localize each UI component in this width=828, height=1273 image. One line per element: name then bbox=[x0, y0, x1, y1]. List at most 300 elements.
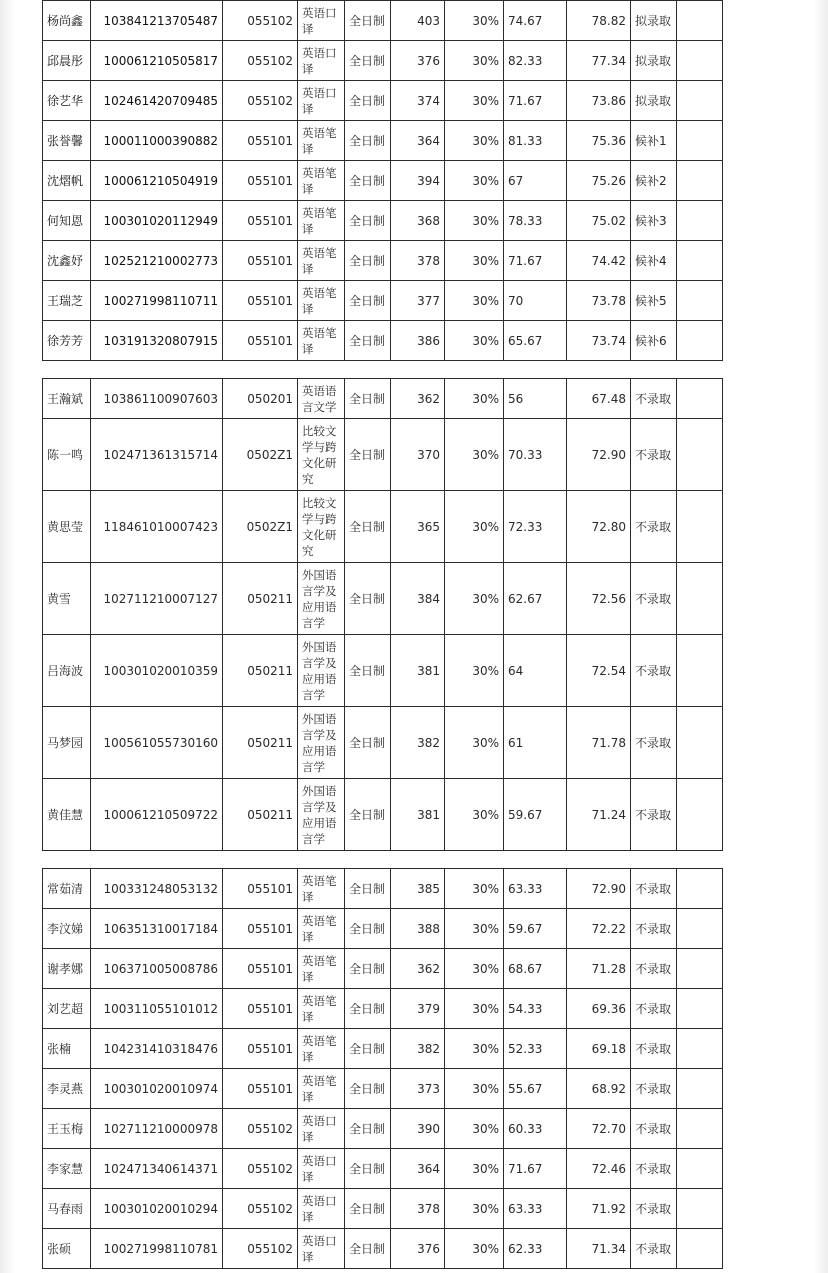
table-row bbox=[43, 491, 723, 563]
weight-percent-cell: 30% bbox=[445, 121, 504, 161]
major-name-cell: 外国语言学及应用语言学 bbox=[298, 779, 345, 851]
major-code-cell: 055101 bbox=[223, 1029, 298, 1069]
total-score-cell: 75.02 bbox=[567, 201, 631, 241]
weight-percent-cell: 30% bbox=[445, 635, 504, 707]
exam-id-cell: 100301020010359 bbox=[91, 635, 223, 707]
major-name-cell: 英语笔译 bbox=[298, 281, 345, 321]
major-code-cell: 055101 bbox=[223, 989, 298, 1029]
major-name-cell: 英语笔译 bbox=[298, 1029, 345, 1069]
major-name-cell: 英语笔译 bbox=[298, 1069, 345, 1109]
major-name-cell: 英语口译 bbox=[298, 1189, 345, 1229]
admission-result-cell: 候补5 bbox=[631, 281, 677, 321]
major-name-cell: 英语口译 bbox=[298, 1109, 345, 1149]
student-name-cell: 王瀚斌 bbox=[43, 379, 91, 419]
weight-percent-cell: 30% bbox=[445, 1029, 504, 1069]
admission-result-cell: 候补2 bbox=[631, 161, 677, 201]
table-row bbox=[43, 1029, 723, 1069]
major-code-cell: 050211 bbox=[223, 563, 298, 635]
weight-percent-cell: 30% bbox=[445, 1069, 504, 1109]
table-row bbox=[43, 1, 723, 41]
student-name-cell: 张誉馨 bbox=[43, 121, 91, 161]
interview-score-cell: 67 bbox=[504, 161, 567, 201]
student-name-cell: 谢孝娜 bbox=[43, 949, 91, 989]
initial-score-cell: 390 bbox=[391, 1109, 445, 1149]
interview-score-cell: 81.33 bbox=[504, 121, 567, 161]
weight-percent-cell: 30% bbox=[445, 1229, 504, 1269]
student-name-cell: 吕海波 bbox=[43, 635, 91, 707]
interview-score-cell: 68.67 bbox=[504, 949, 567, 989]
major-name-cell: 英语口译 bbox=[298, 1229, 345, 1269]
study-mode-cell: 全日制 bbox=[345, 909, 391, 949]
interview-score-cell: 71.67 bbox=[504, 81, 567, 121]
table-row bbox=[43, 989, 723, 1029]
admission-result-cell: 不录取 bbox=[631, 1149, 677, 1189]
major-code-cell: 055101 bbox=[223, 281, 298, 321]
table-row bbox=[43, 281, 723, 321]
table-row bbox=[43, 81, 723, 121]
major-code-cell: 055101 bbox=[223, 909, 298, 949]
major-name-cell: 英语笔译 bbox=[298, 869, 345, 909]
study-mode-cell: 全日制 bbox=[345, 1029, 391, 1069]
major-name-cell: 英语笔译 bbox=[298, 241, 345, 281]
initial-score-cell: 376 bbox=[391, 41, 445, 81]
total-score-cell: 72.46 bbox=[567, 1149, 631, 1189]
major-code-cell: 055102 bbox=[223, 41, 298, 81]
remark-cell bbox=[677, 563, 723, 635]
exam-id-cell: 102711210000978 bbox=[91, 1109, 223, 1149]
remark-cell bbox=[677, 321, 723, 361]
study-mode-cell: 全日制 bbox=[345, 1109, 391, 1149]
table-body bbox=[43, 869, 723, 1269]
weight-percent-cell: 30% bbox=[445, 563, 504, 635]
interview-score-cell: 74.67 bbox=[504, 1, 567, 41]
weight-percent-cell: 30% bbox=[445, 321, 504, 361]
admission-result-cell: 不录取 bbox=[631, 707, 677, 779]
study-mode-cell: 全日制 bbox=[345, 869, 391, 909]
admission-table-2 bbox=[42, 378, 723, 851]
remark-cell bbox=[677, 989, 723, 1029]
exam-id-cell: 106371005008786 bbox=[91, 949, 223, 989]
initial-score-cell: 382 bbox=[391, 707, 445, 779]
total-score-cell: 72.90 bbox=[567, 869, 631, 909]
total-score-cell: 77.34 bbox=[567, 41, 631, 81]
initial-score-cell: 378 bbox=[391, 241, 445, 281]
major-name-cell: 英语口译 bbox=[298, 1, 345, 41]
major-name-cell: 外国语言学及应用语言学 bbox=[298, 707, 345, 779]
study-mode-cell: 全日制 bbox=[345, 81, 391, 121]
table-row bbox=[43, 1229, 723, 1269]
study-mode-cell: 全日制 bbox=[345, 563, 391, 635]
major-code-cell: 055101 bbox=[223, 869, 298, 909]
total-score-cell: 72.22 bbox=[567, 909, 631, 949]
study-mode-cell: 全日制 bbox=[345, 281, 391, 321]
total-score-cell: 72.54 bbox=[567, 635, 631, 707]
weight-percent-cell: 30% bbox=[445, 1149, 504, 1189]
initial-score-cell: 382 bbox=[391, 1029, 445, 1069]
exam-id-cell: 100061210504919 bbox=[91, 161, 223, 201]
total-score-cell: 69.18 bbox=[567, 1029, 631, 1069]
study-mode-cell: 全日制 bbox=[345, 1149, 391, 1189]
initial-score-cell: 370 bbox=[391, 419, 445, 491]
study-mode-cell: 全日制 bbox=[345, 201, 391, 241]
total-score-cell: 68.92 bbox=[567, 1069, 631, 1109]
study-mode-cell: 全日制 bbox=[345, 635, 391, 707]
table-row bbox=[43, 321, 723, 361]
initial-score-cell: 376 bbox=[391, 1229, 445, 1269]
initial-score-cell: 386 bbox=[391, 321, 445, 361]
table-row bbox=[43, 1069, 723, 1109]
table-row bbox=[43, 563, 723, 635]
remark-cell bbox=[677, 707, 723, 779]
table-row bbox=[43, 1149, 723, 1189]
remark-cell bbox=[677, 1189, 723, 1229]
exam-id-cell: 102711210007127 bbox=[91, 563, 223, 635]
student-name-cell: 黄思莹 bbox=[43, 491, 91, 563]
major-code-cell: 055101 bbox=[223, 201, 298, 241]
remark-cell bbox=[677, 1149, 723, 1189]
interview-score-cell: 70 bbox=[504, 281, 567, 321]
exam-id-cell: 100561055730160 bbox=[91, 707, 223, 779]
total-score-cell: 71.24 bbox=[567, 779, 631, 851]
remark-cell bbox=[677, 1069, 723, 1109]
admission-table-3 bbox=[42, 868, 723, 1269]
student-name-cell: 杨尚鑫 bbox=[43, 1, 91, 41]
student-name-cell: 马梦园 bbox=[43, 707, 91, 779]
interview-score-cell: 52.33 bbox=[504, 1029, 567, 1069]
study-mode-cell: 全日制 bbox=[345, 419, 391, 491]
initial-score-cell: 374 bbox=[391, 81, 445, 121]
exam-id-cell: 100301020010974 bbox=[91, 1069, 223, 1109]
remark-cell bbox=[677, 241, 723, 281]
admission-result-cell: 不录取 bbox=[631, 1029, 677, 1069]
major-code-cell: 055101 bbox=[223, 1069, 298, 1109]
table-row bbox=[43, 1189, 723, 1229]
student-name-cell: 何知恩 bbox=[43, 201, 91, 241]
weight-percent-cell: 30% bbox=[445, 241, 504, 281]
study-mode-cell: 全日制 bbox=[345, 41, 391, 81]
study-mode-cell: 全日制 bbox=[345, 949, 391, 989]
major-name-cell: 英语笔译 bbox=[298, 909, 345, 949]
exam-id-cell: 100301020010294 bbox=[91, 1189, 223, 1229]
student-name-cell: 陈一鸣 bbox=[43, 419, 91, 491]
interview-score-cell: 82.33 bbox=[504, 41, 567, 81]
major-code-cell: 055102 bbox=[223, 1189, 298, 1229]
total-score-cell: 73.78 bbox=[567, 281, 631, 321]
interview-score-cell: 55.67 bbox=[504, 1069, 567, 1109]
total-score-cell: 71.34 bbox=[567, 1229, 631, 1269]
student-name-cell: 马春雨 bbox=[43, 1189, 91, 1229]
weight-percent-cell: 30% bbox=[445, 1, 504, 41]
study-mode-cell: 全日制 bbox=[345, 121, 391, 161]
admission-result-cell: 不录取 bbox=[631, 779, 677, 851]
student-name-cell: 李家慧 bbox=[43, 1149, 91, 1189]
initial-score-cell: 385 bbox=[391, 869, 445, 909]
admission-result-cell: 不录取 bbox=[631, 563, 677, 635]
table-body bbox=[43, 1, 723, 361]
major-code-cell: 055102 bbox=[223, 1149, 298, 1189]
table-row bbox=[43, 41, 723, 81]
exam-id-cell: 106351310017184 bbox=[91, 909, 223, 949]
study-mode-cell: 全日制 bbox=[345, 1, 391, 41]
total-score-cell: 72.70 bbox=[567, 1109, 631, 1149]
weight-percent-cell: 30% bbox=[445, 419, 504, 491]
study-mode-cell: 全日制 bbox=[345, 1229, 391, 1269]
exam-id-cell: 100061210505817 bbox=[91, 41, 223, 81]
weight-percent-cell: 30% bbox=[445, 869, 504, 909]
major-code-cell: 055101 bbox=[223, 121, 298, 161]
interview-score-cell: 63.33 bbox=[504, 1189, 567, 1229]
weight-percent-cell: 30% bbox=[445, 707, 504, 779]
major-name-cell: 英语笔译 bbox=[298, 321, 345, 361]
interview-score-cell: 78.33 bbox=[504, 201, 567, 241]
table-row bbox=[43, 121, 723, 161]
study-mode-cell: 全日制 bbox=[345, 989, 391, 1029]
exam-id-cell: 100271998110711 bbox=[91, 281, 223, 321]
initial-score-cell: 373 bbox=[391, 1069, 445, 1109]
table-row bbox=[43, 949, 723, 989]
remark-cell bbox=[677, 201, 723, 241]
major-name-cell: 英语口译 bbox=[298, 1149, 345, 1189]
remark-cell bbox=[677, 1109, 723, 1149]
admission-result-cell: 候补6 bbox=[631, 321, 677, 361]
remark-cell bbox=[677, 909, 723, 949]
remark-cell bbox=[677, 949, 723, 989]
admission-result-cell: 不录取 bbox=[631, 909, 677, 949]
admission-result-cell: 不录取 bbox=[631, 379, 677, 419]
admission-table-1 bbox=[42, 0, 723, 361]
weight-percent-cell: 30% bbox=[445, 779, 504, 851]
initial-score-cell: 388 bbox=[391, 909, 445, 949]
exam-id-cell: 104231410318476 bbox=[91, 1029, 223, 1069]
interview-score-cell: 62.33 bbox=[504, 1229, 567, 1269]
initial-score-cell: 379 bbox=[391, 989, 445, 1029]
student-name-cell: 王玉梅 bbox=[43, 1109, 91, 1149]
initial-score-cell: 364 bbox=[391, 121, 445, 161]
major-code-cell: 055102 bbox=[223, 1, 298, 41]
student-name-cell: 王瑞芝 bbox=[43, 281, 91, 321]
interview-score-cell: 64 bbox=[504, 635, 567, 707]
table-row bbox=[43, 241, 723, 281]
remark-cell bbox=[677, 281, 723, 321]
interview-score-cell: 61 bbox=[504, 707, 567, 779]
weight-percent-cell: 30% bbox=[445, 949, 504, 989]
table-row bbox=[43, 419, 723, 491]
student-name-cell: 徐艺华 bbox=[43, 81, 91, 121]
weight-percent-cell: 30% bbox=[445, 1109, 504, 1149]
admission-result-cell: 不录取 bbox=[631, 869, 677, 909]
total-score-cell: 72.90 bbox=[567, 419, 631, 491]
interview-score-cell: 72.33 bbox=[504, 491, 567, 563]
weight-percent-cell: 30% bbox=[445, 161, 504, 201]
admission-result-cell: 不录取 bbox=[631, 419, 677, 491]
exam-id-cell: 100311055101012 bbox=[91, 989, 223, 1029]
table-body bbox=[43, 379, 723, 851]
remark-cell bbox=[677, 869, 723, 909]
interview-score-cell: 70.33 bbox=[504, 419, 567, 491]
student-name-cell: 李汶娣 bbox=[43, 909, 91, 949]
admission-result-cell: 候补4 bbox=[631, 241, 677, 281]
admission-result-cell: 候补1 bbox=[631, 121, 677, 161]
weight-percent-cell: 30% bbox=[445, 491, 504, 563]
student-name-cell: 常茹清 bbox=[43, 869, 91, 909]
exam-id-cell: 103191320807915 bbox=[91, 321, 223, 361]
student-name-cell: 黄佳慧 bbox=[43, 779, 91, 851]
major-name-cell: 英语笔译 bbox=[298, 121, 345, 161]
study-mode-cell: 全日制 bbox=[345, 321, 391, 361]
exam-id-cell: 118461010007423 bbox=[91, 491, 223, 563]
major-name-cell: 外国语言学及应用语言学 bbox=[298, 635, 345, 707]
table-row bbox=[43, 909, 723, 949]
remark-cell bbox=[677, 1229, 723, 1269]
table-row bbox=[43, 869, 723, 909]
initial-score-cell: 368 bbox=[391, 201, 445, 241]
remark-cell bbox=[677, 419, 723, 491]
initial-score-cell: 365 bbox=[391, 491, 445, 563]
interview-score-cell: 54.33 bbox=[504, 989, 567, 1029]
major-code-cell: 0502Z1 bbox=[223, 419, 298, 491]
major-name-cell: 外国语言学及应用语言学 bbox=[298, 563, 345, 635]
exam-id-cell: 100301020112949 bbox=[91, 201, 223, 241]
major-code-cell: 055101 bbox=[223, 949, 298, 989]
major-code-cell: 055102 bbox=[223, 81, 298, 121]
student-name-cell: 黄雪 bbox=[43, 563, 91, 635]
weight-percent-cell: 30% bbox=[445, 281, 504, 321]
exam-id-cell: 102461420709485 bbox=[91, 81, 223, 121]
major-name-cell: 英语笔译 bbox=[298, 949, 345, 989]
major-code-cell: 0502Z1 bbox=[223, 491, 298, 563]
student-name-cell: 张楠 bbox=[43, 1029, 91, 1069]
admission-result-cell: 不录取 bbox=[631, 1069, 677, 1109]
interview-score-cell: 59.67 bbox=[504, 909, 567, 949]
remark-cell bbox=[677, 81, 723, 121]
total-score-cell: 72.56 bbox=[567, 563, 631, 635]
major-name-cell: 英语口译 bbox=[298, 81, 345, 121]
remark-cell bbox=[677, 1029, 723, 1069]
admission-result-cell: 拟录取 bbox=[631, 81, 677, 121]
interview-score-cell: 65.67 bbox=[504, 321, 567, 361]
admission-result-cell: 拟录取 bbox=[631, 41, 677, 81]
student-name-cell: 张硕 bbox=[43, 1229, 91, 1269]
initial-score-cell: 362 bbox=[391, 949, 445, 989]
admission-result-cell: 不录取 bbox=[631, 1189, 677, 1229]
total-score-cell: 74.42 bbox=[567, 241, 631, 281]
major-code-cell: 050211 bbox=[223, 707, 298, 779]
interview-score-cell: 56 bbox=[504, 379, 567, 419]
admission-result-cell: 不录取 bbox=[631, 949, 677, 989]
exam-id-cell: 103861100907603 bbox=[91, 379, 223, 419]
exam-id-cell: 100061210509722 bbox=[91, 779, 223, 851]
admission-result-cell: 拟录取 bbox=[631, 1, 677, 41]
exam-id-cell: 103841213705487 bbox=[91, 1, 223, 41]
remark-cell bbox=[677, 41, 723, 81]
major-code-cell: 055101 bbox=[223, 321, 298, 361]
student-name-cell: 刘艺超 bbox=[43, 989, 91, 1029]
remark-cell bbox=[677, 161, 723, 201]
weight-percent-cell: 30% bbox=[445, 909, 504, 949]
initial-score-cell: 381 bbox=[391, 635, 445, 707]
major-code-cell: 050211 bbox=[223, 635, 298, 707]
student-name-cell: 邱晨彤 bbox=[43, 41, 91, 81]
table-row bbox=[43, 635, 723, 707]
total-score-cell: 71.78 bbox=[567, 707, 631, 779]
weight-percent-cell: 30% bbox=[445, 81, 504, 121]
exam-id-cell: 102471361315714 bbox=[91, 419, 223, 491]
student-name-cell: 徐芳芳 bbox=[43, 321, 91, 361]
total-score-cell: 73.86 bbox=[567, 81, 631, 121]
student-name-cell: 沈鑫妤 bbox=[43, 241, 91, 281]
admission-result-cell: 不录取 bbox=[631, 1229, 677, 1269]
weight-percent-cell: 30% bbox=[445, 1189, 504, 1229]
interview-score-cell: 63.33 bbox=[504, 869, 567, 909]
table-row bbox=[43, 379, 723, 419]
total-score-cell: 75.36 bbox=[567, 121, 631, 161]
initial-score-cell: 394 bbox=[391, 161, 445, 201]
initial-score-cell: 364 bbox=[391, 1149, 445, 1189]
table-row bbox=[43, 1109, 723, 1149]
study-mode-cell: 全日制 bbox=[345, 1069, 391, 1109]
exam-id-cell: 100331248053132 bbox=[91, 869, 223, 909]
initial-score-cell: 377 bbox=[391, 281, 445, 321]
admission-result-cell: 不录取 bbox=[631, 635, 677, 707]
table-row bbox=[43, 707, 723, 779]
total-score-cell: 75.26 bbox=[567, 161, 631, 201]
interview-score-cell: 60.33 bbox=[504, 1109, 567, 1149]
weight-percent-cell: 30% bbox=[445, 41, 504, 81]
interview-score-cell: 59.67 bbox=[504, 779, 567, 851]
remark-cell bbox=[677, 491, 723, 563]
initial-score-cell: 381 bbox=[391, 779, 445, 851]
study-mode-cell: 全日制 bbox=[345, 491, 391, 563]
page-shadow-right bbox=[814, 0, 828, 1273]
total-score-cell: 67.48 bbox=[567, 379, 631, 419]
major-name-cell: 英语口译 bbox=[298, 41, 345, 81]
total-score-cell: 73.74 bbox=[567, 321, 631, 361]
major-name-cell: 英语笔译 bbox=[298, 161, 345, 201]
major-code-cell: 055101 bbox=[223, 161, 298, 201]
total-score-cell: 71.92 bbox=[567, 1189, 631, 1229]
remark-cell bbox=[677, 635, 723, 707]
total-score-cell: 72.80 bbox=[567, 491, 631, 563]
admission-result-cell: 不录取 bbox=[631, 1109, 677, 1149]
study-mode-cell: 全日制 bbox=[345, 379, 391, 419]
study-mode-cell: 全日制 bbox=[345, 161, 391, 201]
study-mode-cell: 全日制 bbox=[345, 779, 391, 851]
weight-percent-cell: 30% bbox=[445, 201, 504, 241]
exam-id-cell: 102471340614371 bbox=[91, 1149, 223, 1189]
admission-result-cell: 候补3 bbox=[631, 201, 677, 241]
total-score-cell: 69.36 bbox=[567, 989, 631, 1029]
major-name-cell: 英语笔译 bbox=[298, 201, 345, 241]
remark-cell bbox=[677, 121, 723, 161]
study-mode-cell: 全日制 bbox=[345, 707, 391, 779]
remark-cell bbox=[677, 1, 723, 41]
interview-score-cell: 62.67 bbox=[504, 563, 567, 635]
initial-score-cell: 378 bbox=[391, 1189, 445, 1229]
weight-percent-cell: 30% bbox=[445, 989, 504, 1029]
initial-score-cell: 384 bbox=[391, 563, 445, 635]
table-row bbox=[43, 779, 723, 851]
exam-id-cell: 102521210002773 bbox=[91, 241, 223, 281]
study-mode-cell: 全日制 bbox=[345, 1189, 391, 1229]
major-name-cell: 比较文学与跨文化研究 bbox=[298, 419, 345, 491]
student-name-cell: 沈熠帆 bbox=[43, 161, 91, 201]
study-mode-cell: 全日制 bbox=[345, 241, 391, 281]
total-score-cell: 71.28 bbox=[567, 949, 631, 989]
page-shadow-left bbox=[0, 0, 14, 1273]
admission-result-cell: 不录取 bbox=[631, 491, 677, 563]
major-code-cell: 055101 bbox=[223, 241, 298, 281]
exam-id-cell: 100011000390882 bbox=[91, 121, 223, 161]
